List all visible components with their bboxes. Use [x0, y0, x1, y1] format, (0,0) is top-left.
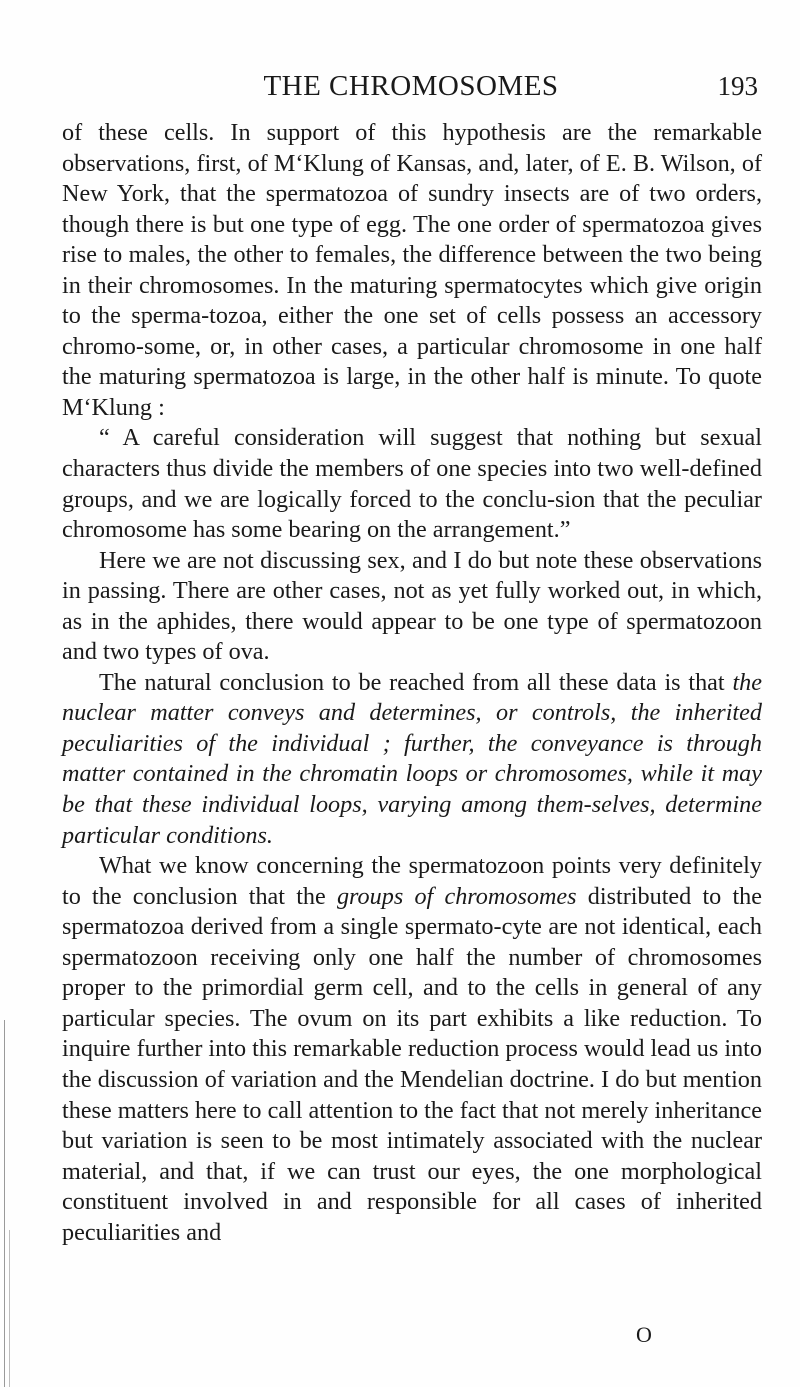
page-number: 193 — [717, 71, 758, 101]
page-edge-shadow — [4, 1020, 5, 1387]
body-text — [62, 118, 762, 1248]
paragraph-text: The natural conclusion to be reached from all these data is that — [99, 668, 733, 696]
paragraph-text: of these cells. In support of this hypothesis are the remarkable observations, first, of M‘Klung of Kansas, and, later, of E. B. Wilson, of New York, that the spermatozoa of sundry insects are of two orders, though there is but one type of egg. The one order of spermatozoa gives rise to males, the other to females, the difference between the two being in their chromosomes. In the maturing spermatocytes which give origin to the sperma-tozoa, either the one set of cells possess an accessory chromo-some, or, in other cases, a particular chromosome in one half the maturing spermatozoa is large, in the other half is minute. To quote M‘Klung : — [62, 119, 762, 421]
paragraph — [62, 851, 762, 1248]
page-header — [62, 66, 760, 106]
block-quote — [62, 423, 762, 545]
emphasized-text: the nuclear matter conveys and determines, or controls, the inherited peculiarities of the individual ; further, the conveyance is through matter contained in the chromatin loops or chromosomes, while it may be that these individual loops, varying among them-selves, determine particular conditions. — [62, 668, 762, 849]
paragraph-text: distributed to the spermatozoa derived from a single spermato-cyte are not identical, each spermatozoon receiving only one half the number of chromosomes proper to the primordial germ cell, and to the cells in general of any particular species. The ovum on its part exhibits a like reduction. To inquire further into this remarkable reduction process would lead us into the discussion of variation and the Mendelian doctrine. I do but mention these matters here to call attention to the fact that not merely inheritance but variation is seen to be most intimately associated with the nuclear material, and that, if we can trust our eyes, the one morphological constituent involved in and responsible for all cases of inherited peculiarities and — [62, 882, 762, 1246]
running-title: THE CHROMOSOMES — [263, 70, 559, 102]
paragraph — [62, 546, 762, 668]
paragraph — [62, 668, 762, 851]
page-edge-shadow — [9, 1230, 10, 1387]
paragraph — [62, 118, 762, 423]
paragraph-text: “ A careful consideration will suggest that nothing but sexual characters thus divide the members of one species into two well-defined groups, and we are logically forced to the conclu-sion that the peculiar chromosome has some bearing on the arrangement.” — [62, 424, 762, 544]
paragraph-text: What we know concerning the spermatozoon points very definitely to the conclusion that the — [62, 852, 762, 910]
emphasized-text: groups of chromosomes — [336, 882, 577, 910]
signature-mark: O — [636, 1322, 652, 1347]
paragraph-text: Here we are not discussing sex, and I do but note these observations in passing. There are other cases, not as yet fully worked out, in which, as in the aphides, there would appear to be one type of spermatozoon and two types of ova. — [62, 546, 762, 666]
